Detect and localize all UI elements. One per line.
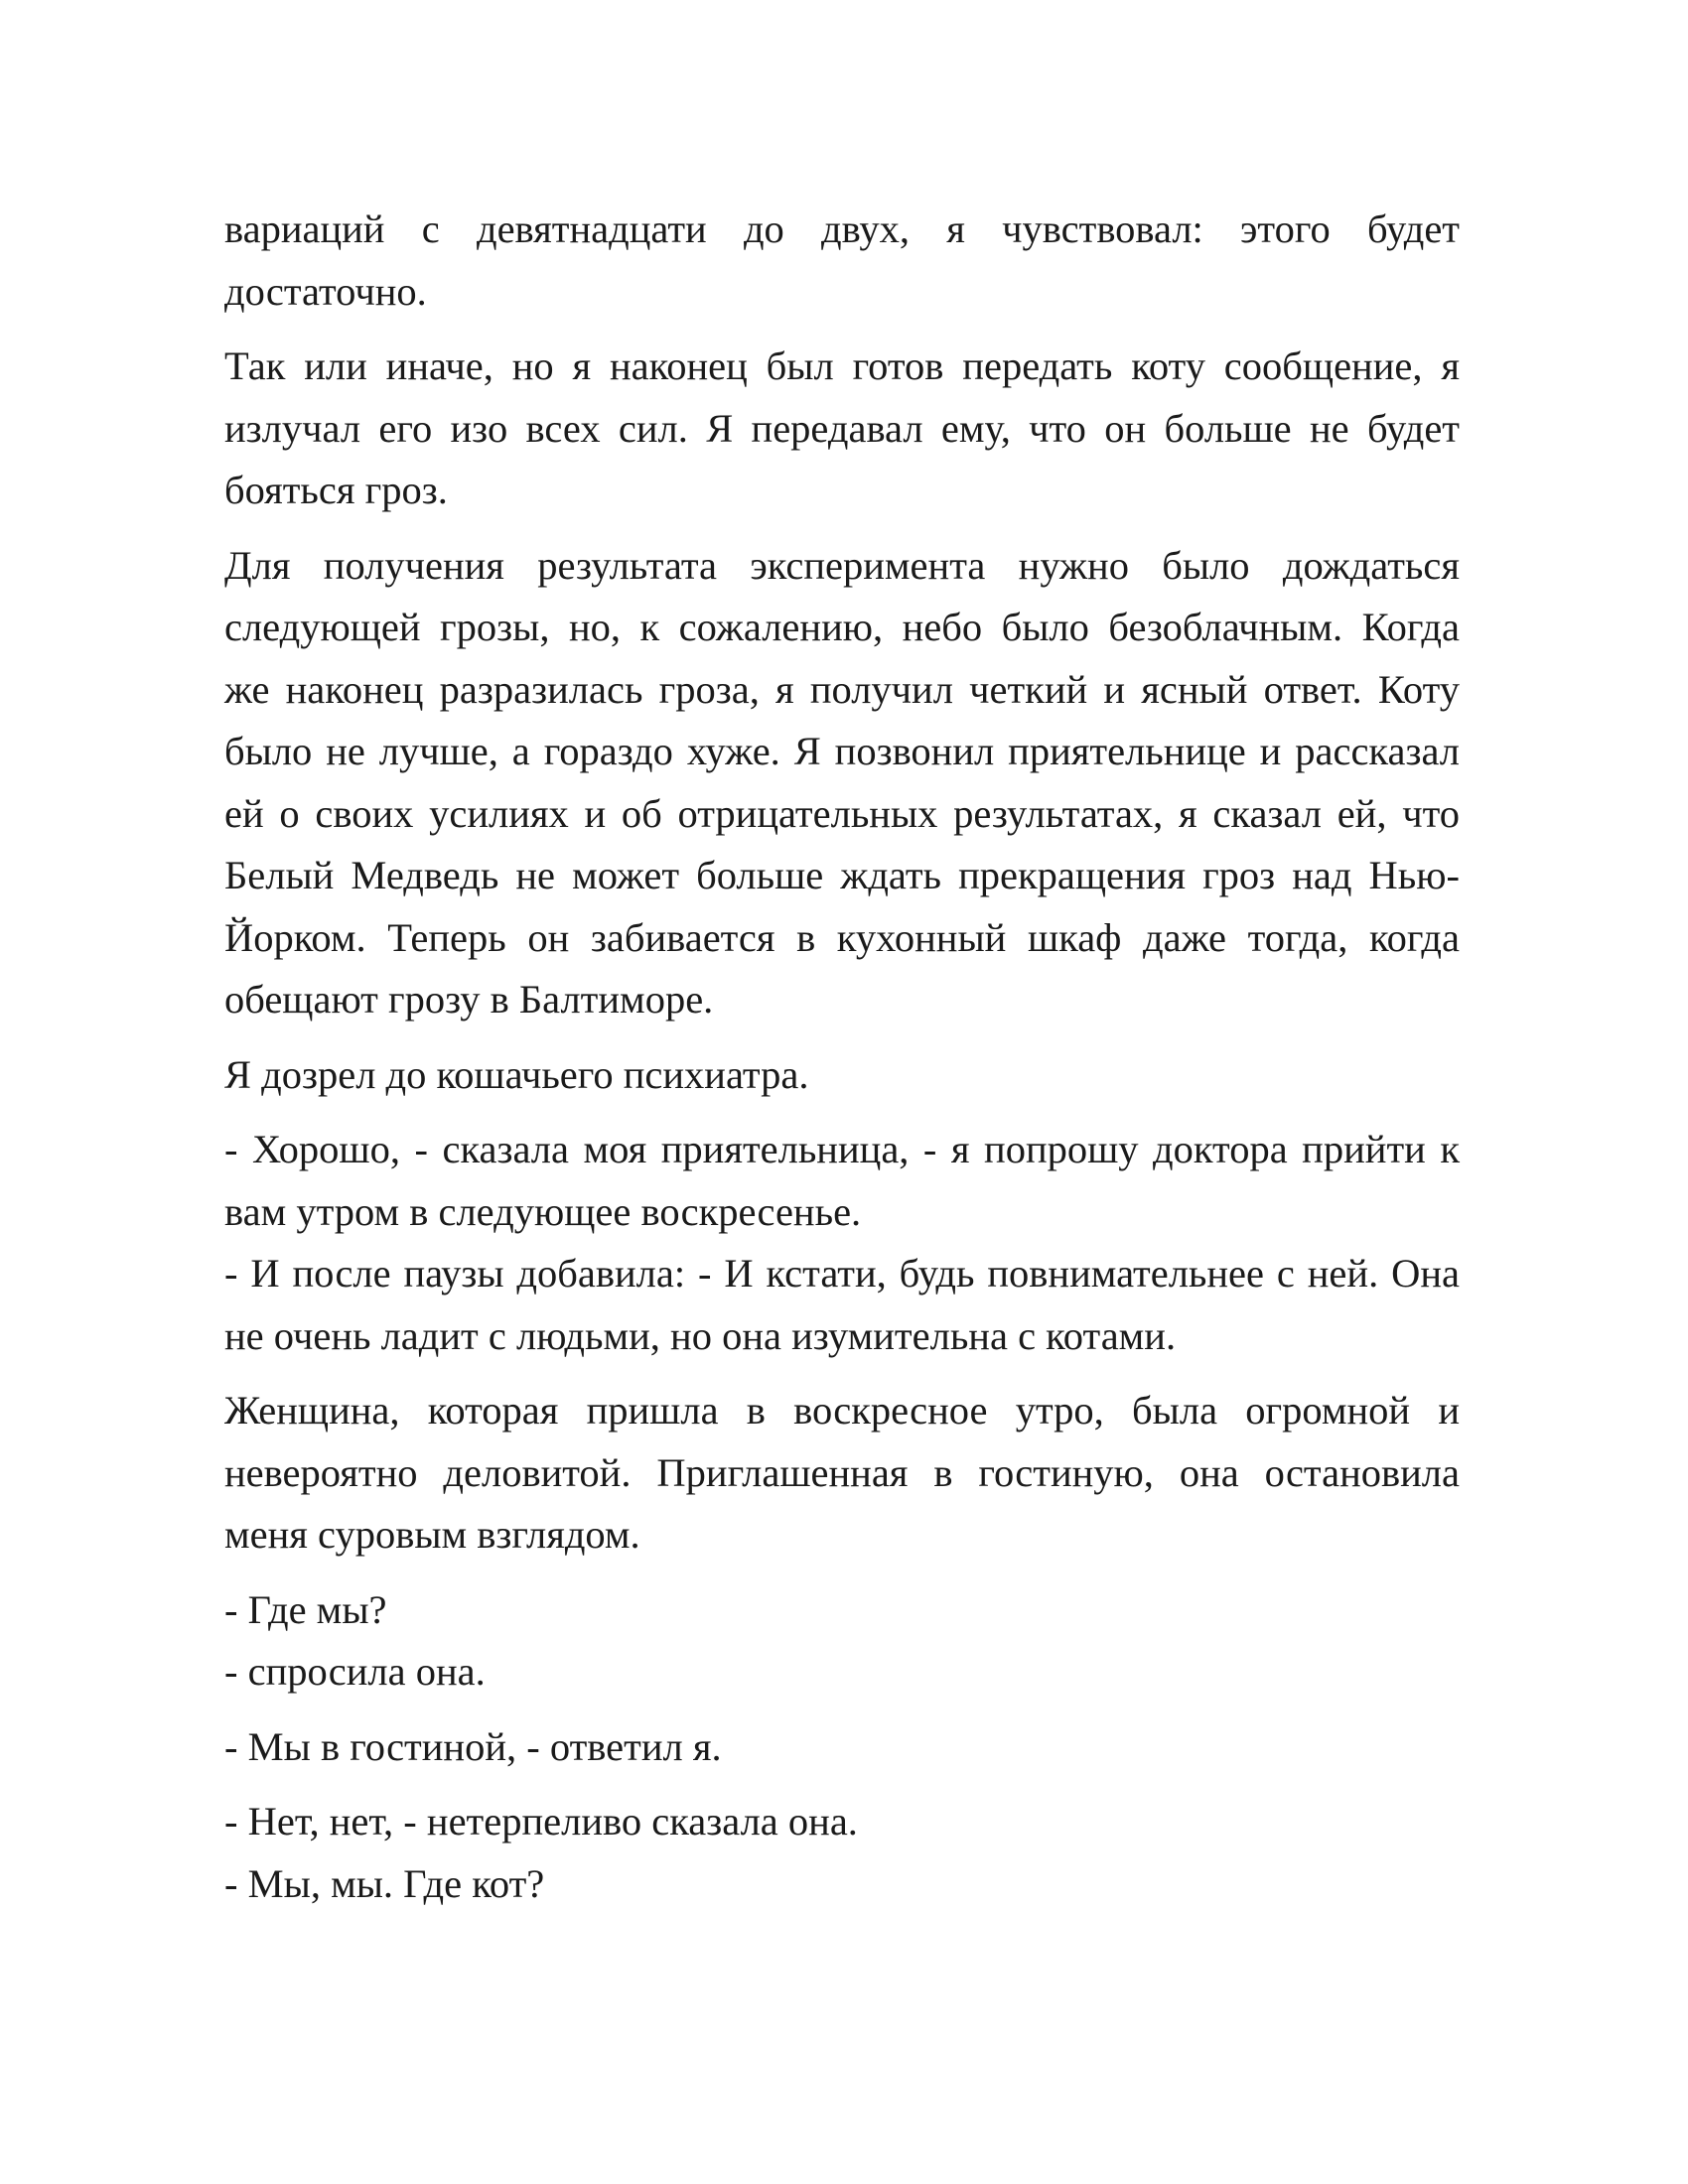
text-line: бояться гроз.: [224, 468, 448, 512]
text-line: Белый Медведь не может больше ждать прекращения гроз над Нью-: [224, 853, 1460, 897]
paragraph-experiment: [224, 535, 1460, 1031]
text-line: же наконец разразилась гроза, я получил четкий и ясный ответ. Коту: [224, 666, 1460, 712]
paragraph-woman: [224, 1380, 1460, 1567]
text-line: - Хорошо, - сказала моя приятельница, - я попрошу доктора прийти к: [224, 1127, 1460, 1171]
text-line: невероятно деловитой. Приглашенная в гостиную, она остановила: [224, 1449, 1460, 1495]
paragraph-dialogue-pause: [224, 1243, 1460, 1367]
text-line: Женщина, которая пришла в воскресное утро, была огромной и: [224, 1388, 1460, 1433]
text-line: достаточно.: [224, 268, 427, 314]
text-line: Я дозрел до кошачьего психиатра.: [224, 1051, 809, 1097]
paragraph-variations: [224, 199, 1460, 323]
text-line: Так или иначе, но я наконец был готов передать коту сообщение, я: [224, 343, 1460, 388]
text-line: - И после паузы добавила: - И кстати, будь повнимательнее с ней. Она: [224, 1251, 1460, 1296]
text-line: не очень ладит с людьми, но она изумительна с котами.: [224, 1312, 1177, 1358]
text-line: - Нет, нет, - нетерпеливо сказала она.: [224, 1799, 858, 1843]
text-line: - спросила она.: [224, 1649, 486, 1694]
text-line: - Мы, мы. Где кот?: [224, 1860, 545, 1906]
paragraph-where-is-cat: [224, 1853, 1460, 1916]
text-line: следующей грозы, но, к сожалению, небо было безоблачным. Когда: [224, 605, 1460, 649]
text-line: Для получения результата эксперимента нужно было дождаться: [224, 542, 1460, 588]
paragraph-no-no: [224, 1791, 1460, 1853]
paragraph-psychiatrist: [224, 1044, 1460, 1107]
paragraph-dialogue-good: [224, 1119, 1460, 1243]
text-line: Йорком. Теперь он забивается в кухонный шкаф даже тогда, когда: [224, 914, 1460, 960]
text-line: обещают грозу в Балтиморе.: [224, 977, 714, 1022]
paragraph-message: [224, 336, 1460, 522]
text-line: вариаций с девятнадцати до двух, я чувствовал: этого будет: [224, 206, 1460, 251]
paragraph-she-asked: [224, 1641, 1460, 1704]
text-line: вам утром в следующее воскресенье.: [224, 1188, 862, 1234]
text-line: ей о своих усилиях и об отрицательных результатах, я сказал ей, что: [224, 790, 1460, 836]
paragraph-living-room: [224, 1716, 1460, 1779]
text-line: излучал его изо всех сил. Я передавал ему, что он больше не будет: [224, 405, 1460, 451]
text-line: - Где мы?: [224, 1586, 387, 1632]
text-line: - Мы в гостиной, - ответил я.: [224, 1723, 722, 1769]
body-text: [224, 199, 1460, 1928]
paragraph-where-are-we: [224, 1579, 1460, 1642]
text-line: было не лучше, а гораздо хуже. Я позвонил приятельнице и рассказал: [224, 729, 1460, 773]
text-line: меня суровым взглядом.: [224, 1512, 640, 1557]
